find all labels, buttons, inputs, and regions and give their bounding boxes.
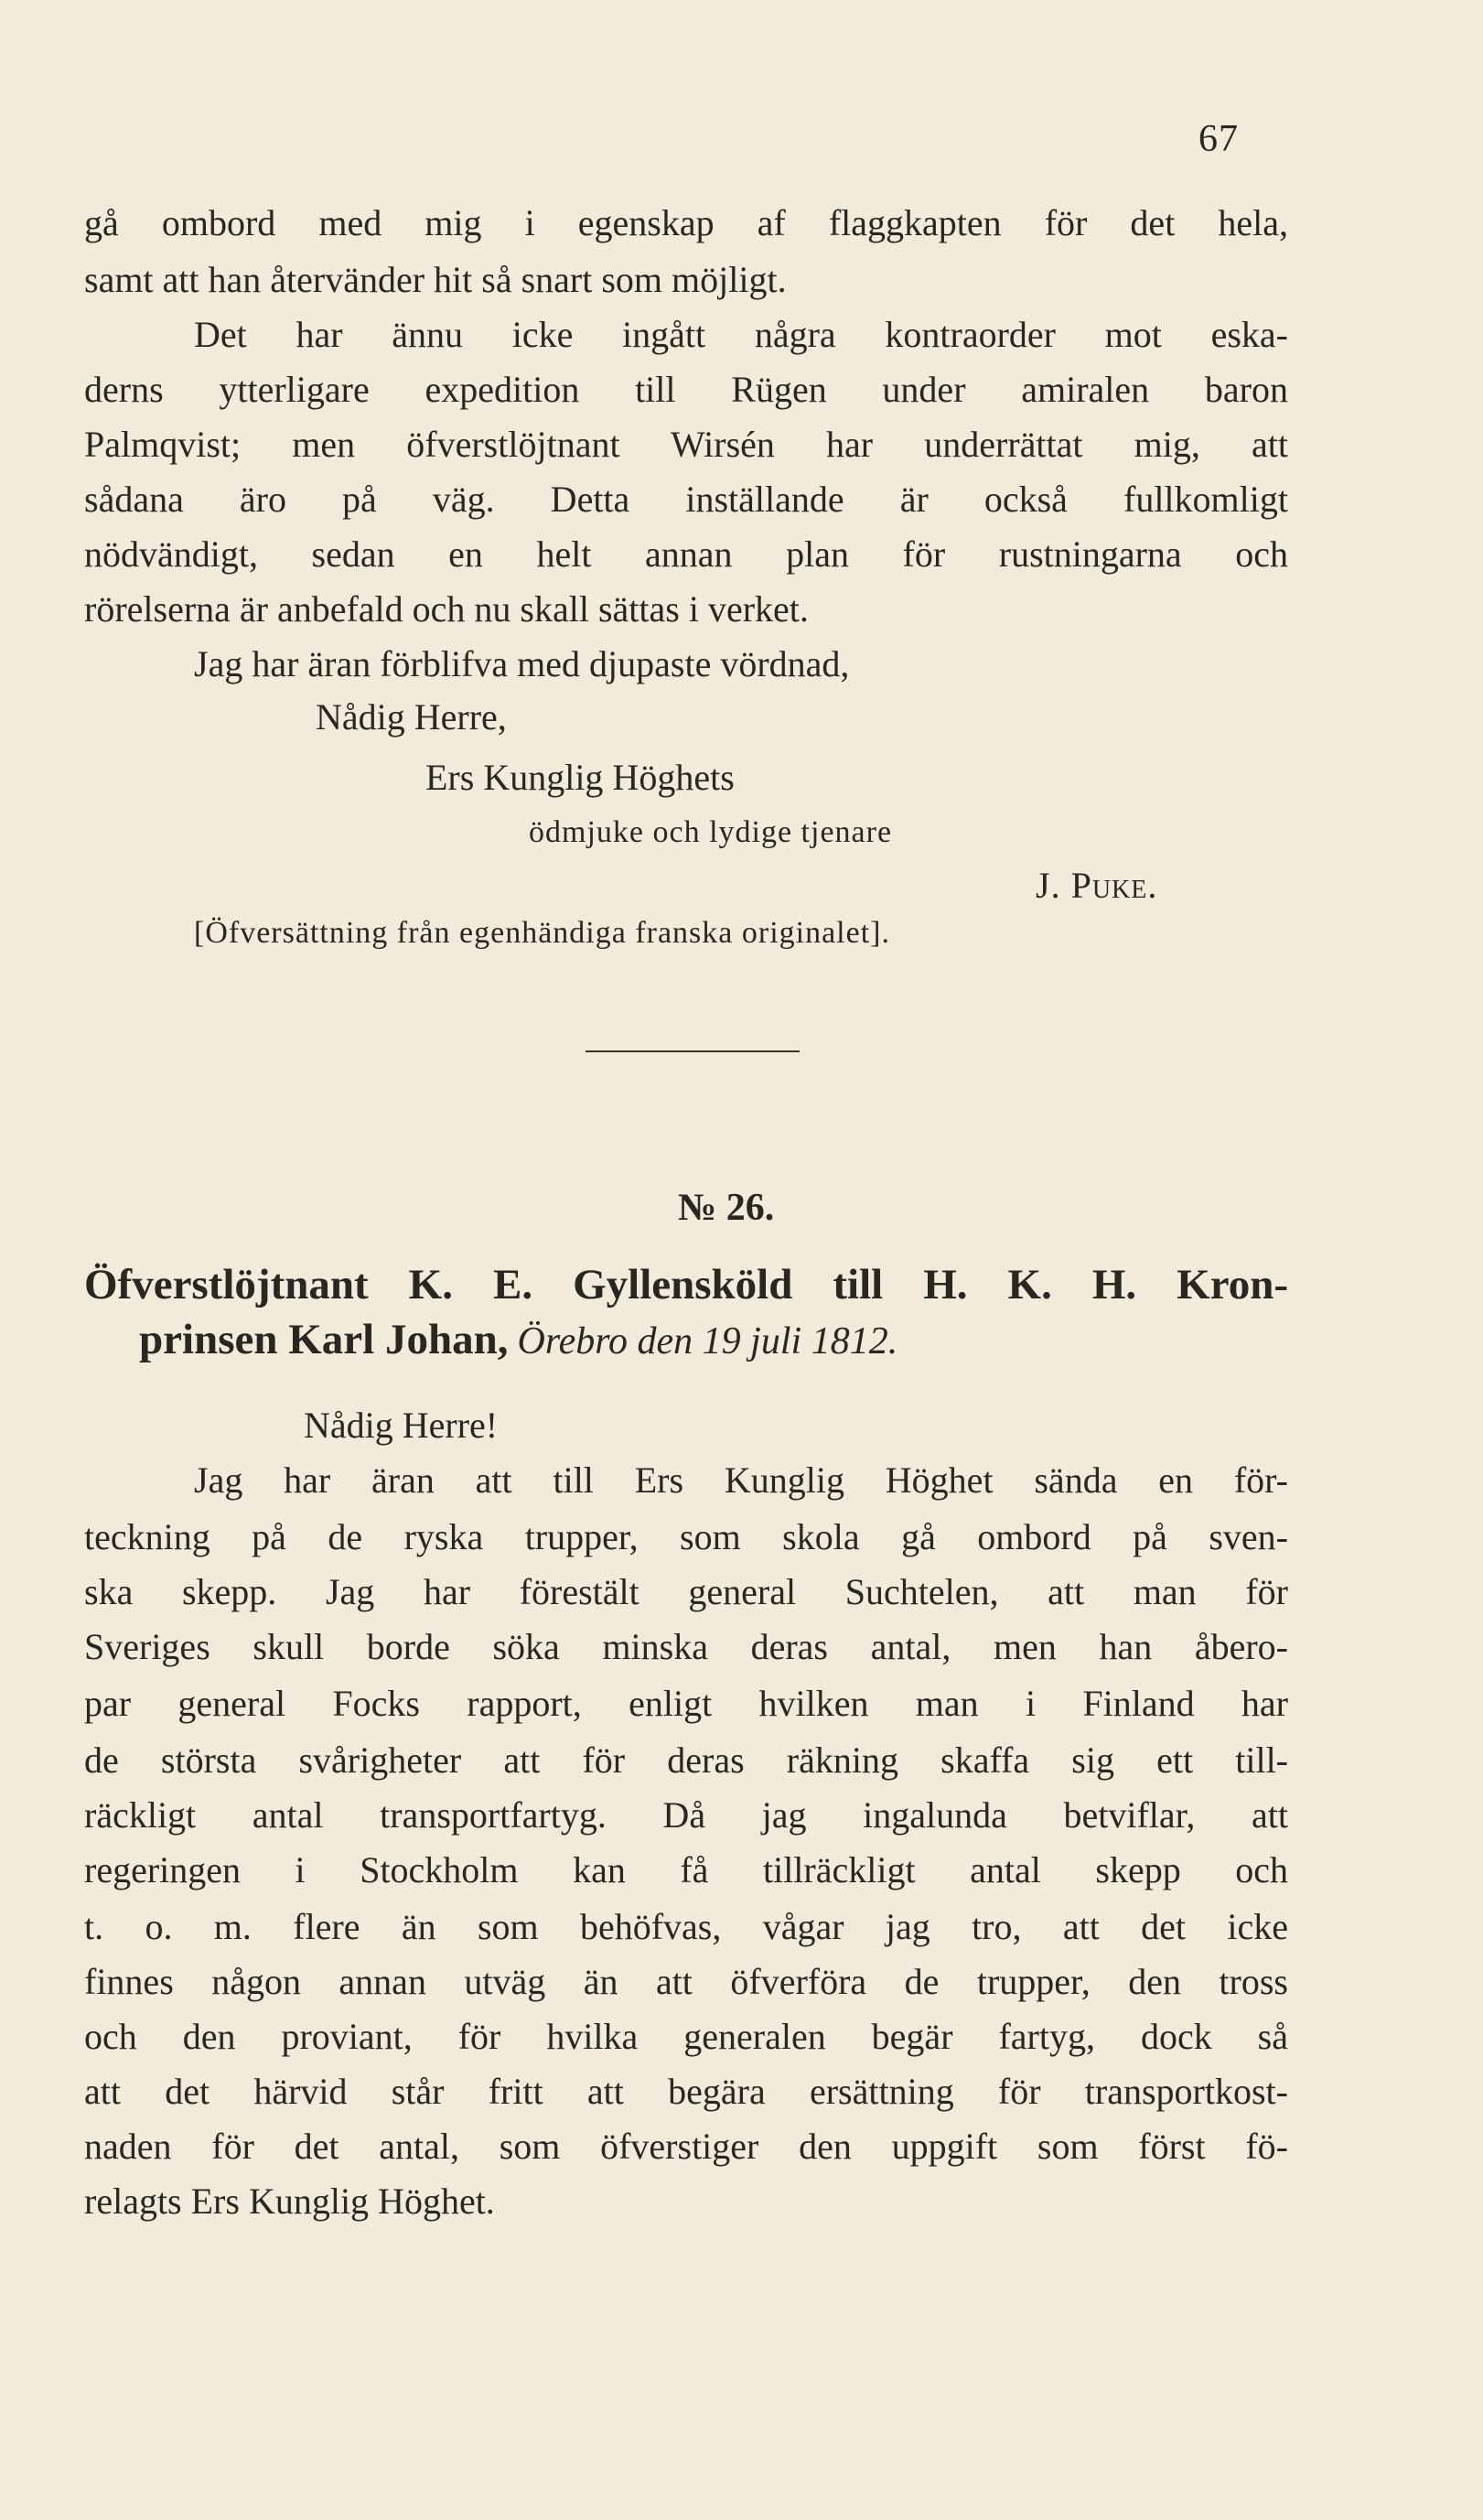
body-line: de största svårigheter att för deras räkning skaffa sig ett till- <box>84 1739 1288 1781</box>
letter-recipient: prinsen Karl Johan, <box>139 1316 509 1363</box>
body-line: finnes någon annan utväg än att öfverföra de trupper, den tross <box>84 1961 1288 2002</box>
body-line: samt att han återvänder hit så snart som möjligt. <box>84 259 787 300</box>
body-line: Palmqvist; men öfverstlöjtnant Wirsén har underrättat mig, att <box>84 424 1288 465</box>
body-line: nödvändigt, sedan en helt annan plan för rustningarna och <box>84 533 1288 575</box>
salutation: Nådig Herre! <box>304 1405 499 1446</box>
letter-heading-continued <box>139 1314 897 1367</box>
body-line: t. o. m. flere än som behöfvas, vågar jag tro, att det icke <box>84 1906 1288 1947</box>
body-line: rörelserna är anbefald och nu skall sättas i verket. <box>84 588 809 630</box>
closing-address: Ers Kunglig Höghets <box>425 757 735 798</box>
body-line: gå ombord med mig i egenskap af flaggkapten för det hela, <box>84 202 1288 243</box>
closing-line: Jag har äran förblifva med djupaste vördnad, <box>194 643 850 684</box>
letter-number: № 26. <box>678 1187 775 1229</box>
body-line: Jag har äran att till Ers Kunglig Höghet sända en för- <box>194 1459 1288 1501</box>
signature: J. Puke. <box>1036 865 1158 906</box>
body-line: Sveriges skull borde söka minska deras antal, men han åbero- <box>84 1626 1288 1667</box>
translation-note: [Öfversättning från egenhändiga franska originalet]. <box>194 916 890 950</box>
letter-heading: Öfverstlöjtnant K. E. Gyllensköld till H. K. H. Kron- <box>84 1261 1288 1308</box>
body-line: regeringen i Stockholm kan få tillräckligt antal skepp och <box>84 1849 1288 1890</box>
body-line: räckligt antal transportfartyg. Då jag ingalunda betviflar, att <box>84 1794 1288 1836</box>
body-line: sådana äro på väg. Detta inställande är också fullkomligt <box>84 479 1288 520</box>
body-line: relagts Ers Kunglig Höghet. <box>84 2181 495 2222</box>
body-line: teckning på de ryska trupper, som skola gå ombord på sven- <box>84 1516 1288 1557</box>
body-line: Det har ännu icke ingått några kontraorder mot eska- <box>194 314 1288 355</box>
body-line: och den proviant, för hvilka generalen begär fartyg, dock så <box>84 2016 1288 2057</box>
page-number: 67 <box>1198 118 1239 160</box>
body-line: att det härvid står fritt att begära ersättning för transportkost- <box>84 2071 1288 2112</box>
body-line: naden för det antal, som öfverstiger den uppgift som först fö- <box>84 2126 1288 2167</box>
closing-humble: ödmjuke och lydige tjenare <box>529 815 893 849</box>
closing-salutation: Nådig Herre, <box>316 696 507 738</box>
place-date: Örebro den 19 juli 1812. <box>517 1320 898 1362</box>
body-line: derns ytterligare expedition till Rügen under amiralen baron <box>84 369 1288 410</box>
body-line: par general Focks rapport, enligt hvilken man i Finland har <box>84 1683 1288 1724</box>
body-line: ska skepp. Jag har förestält general Suchtelen, att man för <box>84 1571 1288 1612</box>
section-divider <box>586 1050 800 1052</box>
